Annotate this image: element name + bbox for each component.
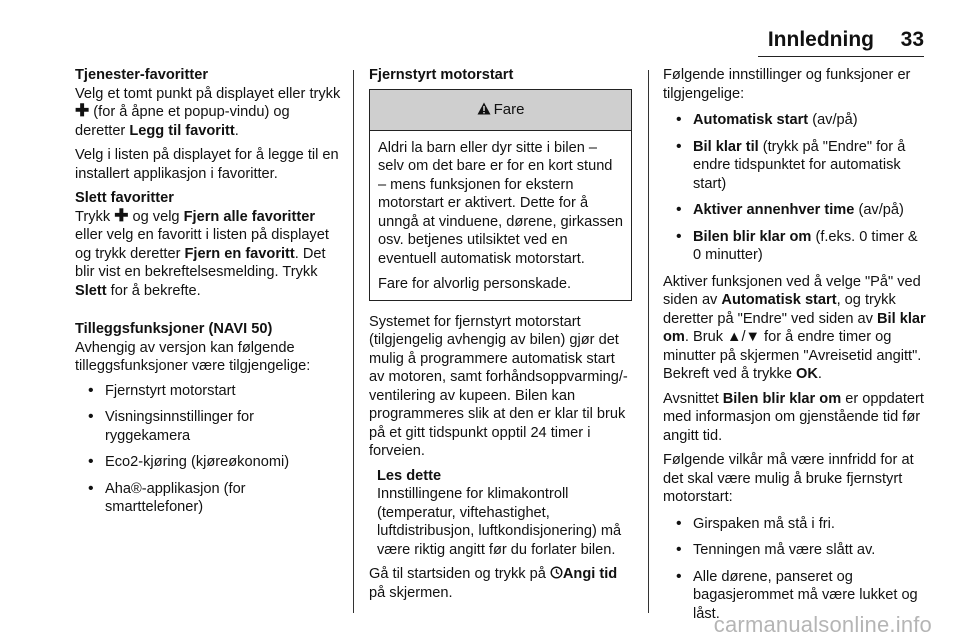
remote-start-heading: Fjernstyrt motorstart [369,67,514,83]
column-3 [663,66,929,631]
bold-term: Fjern en favoritt [184,245,295,262]
extra-functions-heading: Tilleggsfunksjoner (NAVI 50) [75,321,273,337]
text: (av/på) [808,112,858,128]
text: . Det blir vist en bekreftelsesmelding. Trykk [75,245,326,280]
text: er oppdatert med informasjon om gjenstående tid før angitt tid. [663,390,924,444]
text: for å bekrefte. [106,282,201,299]
bold-term: Bil klar om [663,310,926,345]
text: Avsnittet [663,390,723,407]
bold-term: Slett [75,282,107,299]
favorites-paragraph-2: Velg i listen på displayet for å legge til en installert applikasjon i favoritter. [75,147,339,182]
warning-text-2: Fare for alvorlig personskade. [378,276,572,292]
bold-term: Bilen blir klar om [693,228,812,245]
bold-term: Legg til favoritt [129,122,235,139]
list-item: • Girspaken må stå i fri. [663,515,929,534]
bold-term: OK [796,366,818,382]
update-paragraph [663,390,929,446]
conditions-list [663,515,929,624]
text: Trykk [75,208,115,225]
text: Gå til startsiden og trykk på [369,566,550,582]
settings-list [663,111,929,265]
favorites-paragraph [75,85,343,141]
list-item: • Tenningen må være slått av. [663,541,929,560]
activate-paragraph [663,273,929,384]
text: (f.eks. 0 timer & 0 minutter) [693,228,918,263]
warning-triangle-icon [477,102,491,115]
warning-text: Aldri la barn eller dyr sitte i bilen – selv om det bare er for en kort stund – mens funksjonen for ekstern motorstart er aktivert. Dette for å unngå at vinduene, dørene, girkassen osv. betjenes utilsiktet ved en eventuell automatisk motorstart. [378,139,624,267]
column-divider-1 [353,70,354,613]
text: , og trykk deretter på "Endre" ved siden av [663,292,896,327]
bold-term: Fjern alle favoritter [183,208,315,225]
text: (for å åpne et popup-vindu) og deretter [75,104,290,139]
list-item: • Alle dørene, panseret og bagasjerommet må være lukket og låst. [663,568,929,624]
text: på skjermen. [369,584,453,601]
list-item: • Visningsinnstillinger for ryggekamera [75,408,343,445]
bold-term: Angi tid [562,566,618,582]
column-2 [369,66,632,608]
text: . Bruk ▲/▼ for å endre timer og minutter på skjermen "Avreisetid angitt". Bekreft ved å trykke [663,329,922,382]
conditions-intro: Følgende vilkår må være innfridd for at det skal være mulig å bruke fjernstyrt motorstart: [663,452,914,505]
list-item [663,111,929,130]
header-rule [758,56,924,57]
warning-header [370,90,631,131]
page-header [0,24,960,56]
watermark: carmanualsonline.info [713,612,932,637]
bold-term: Automatisk start [693,112,809,128]
text: Velg et tomt punkt på displayet eller trykk [75,85,341,102]
list-item: • Aha®-applikasjon (for smarttelefoner) [75,480,343,517]
note-block [369,467,632,560]
favorites-heading: Tjenester-favoritter [75,67,209,83]
text: . [817,366,822,382]
text: . [234,122,239,139]
delete-favorites-paragraph [75,205,343,301]
set-time-paragraph [369,565,632,602]
delete-favorites-heading: Slett favoritter [75,190,174,206]
clock-icon [550,566,563,579]
text: eller velg en favoritt i listen på displayet og trykk deretter [75,227,329,262]
text: (av/på) [854,202,904,218]
list-item: • Eco2-kjøring (kjøreøkonomi) [75,453,343,472]
page-number: 33 [900,28,924,51]
list-item [663,201,929,220]
bold-term: Automatisk start [721,292,837,308]
bold-term: Bil klar til [693,138,759,155]
list-item [663,228,929,265]
warning-box [369,89,632,301]
column-1 [75,66,343,525]
remote-start-paragraph: Systemet for fjernstyrt motorstart (tilgjengelig avhengig av bilen) gjør det mulig å programmere automatisk start av motoren, samt forhåndsoppvarming/-ventilering av kupeen. Bilen kan programmeres slik at den er klar til bruk på et gitt tidspunkt opptil 24 timer i forveien. [369,313,628,459]
list-item: • Fjernstyrt motorstart [75,382,343,401]
section-title: Innledning [767,28,874,51]
warning-body [370,131,631,300]
bold-term: Aktiver annenhver time [693,202,855,218]
text: Aktiver funksjonen ved å velge "På" ved siden av [663,273,921,308]
note-text: Innstillingene for klimakontroll (temperatur, viftehastighet, luftdistribusjon, luftkondisjonering) må være riktig angitt før du forlater bilen. [377,486,622,558]
extra-functions-list [75,382,343,517]
bold-term: Bilen blir klar om [722,390,842,407]
extra-functions-paragraph: Avhengig av versjon kan følgende tilleggsfunksjoner være tilgjengelige: [75,339,311,374]
settings-intro: Følgende innstillinger og funksjoner er tilgjengelige: [663,67,911,102]
list-item [663,138,929,194]
text: (trykk på "Endre" for å endre tidspunktet for automatisk start) [693,138,906,192]
text: og velg [128,208,184,225]
column-divider-2 [648,70,649,613]
plus-icon: ✚ [75,101,90,120]
note-heading: Les dette [377,467,442,484]
plus-icon: ✚ [114,205,129,225]
warning-title: Fare [493,100,525,118]
